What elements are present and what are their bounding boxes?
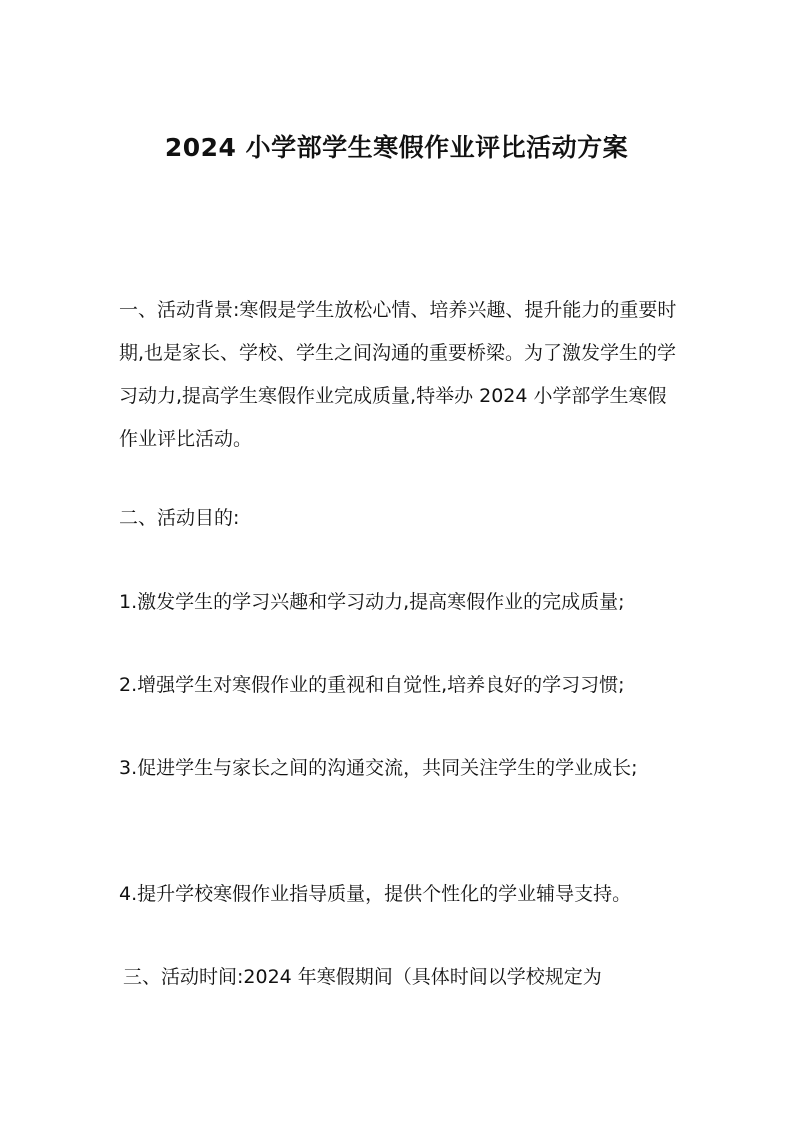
purpose-item-2: 2.增强学生对寒假作业的重视和自觉性,培养良好的学习习惯; xyxy=(119,674,625,696)
purpose-item-1: 1.激发学生的学习兴趣和学习动力,提高寒假作业的完成质量; xyxy=(119,591,625,613)
heading-activity-time: 三、活动时间:2024 年寒假期间（具体时间以学校规定为 xyxy=(123,966,602,988)
purpose-item-3: 3.促进学生与家长之间的沟通交流，共同关注学生的学业成长; xyxy=(119,757,638,779)
heading-activity-purpose: 二、活动目的: xyxy=(119,507,240,529)
purpose-item-4: 4.提升学校寒假作业指导质量，提供个性化的学业辅导支持。 xyxy=(119,883,632,905)
paragraph-background: 一、活动背景:寒假是学生放松心情、培养兴趣、提升能力的重要时期,也是家长、学校、学生之间沟通的重要桥梁。为了激发学生的学习动力,提高学生寒假作业完成质量,特举办 2024 小学部学生寒假作业评比活动。 xyxy=(119,299,677,450)
document-title: 2024 小学部学生寒假作业评比活动方案 xyxy=(164,133,629,162)
